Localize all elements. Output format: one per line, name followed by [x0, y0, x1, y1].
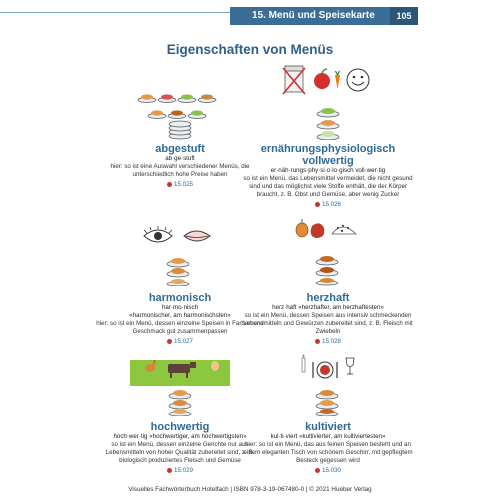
entry-kultiviert: [243, 421, 413, 475]
chapter-header: [0, 0, 500, 24]
refined-illustration: [292, 352, 362, 416]
reference: [95, 466, 265, 475]
onion-icon: [296, 219, 308, 237]
reference: [243, 200, 413, 209]
stacked-plates: [169, 390, 191, 416]
reference-number: 15.030: [322, 467, 341, 474]
comparative-forms: «harmonischer, am harmonischsten»: [129, 312, 231, 319]
syllables: herz·haft «herzhafter, am herzhaftesten»: [272, 304, 384, 311]
term: hochwertig: [150, 421, 210, 433]
definition: hier: so ist ein Menü, das aus feinen Speisen besteht und an einem eleganten Tisch von schönem Geschirr, mit gepflegtem Besteck gegessen wird: [243, 441, 413, 464]
reference: [95, 180, 265, 189]
reference-dot-icon: [167, 468, 172, 473]
balanced-plates: [317, 108, 339, 140]
syllables: ab·ge·stuft: [165, 155, 195, 162]
term: harmonisch: [148, 292, 212, 304]
reference-number: 15.029: [174, 467, 193, 474]
stacked-plates: [316, 390, 338, 416]
reference-dot-icon: [315, 202, 320, 207]
eye-icon: [144, 226, 172, 242]
egg-icon: [211, 361, 219, 371]
page-title: Eigenschaften von Menüs: [166, 42, 334, 57]
hearty-illustration: [292, 218, 362, 286]
entry-harmonisch: [95, 292, 265, 346]
meat-icon: [311, 223, 325, 238]
crossed-sugar-icon: [283, 66, 305, 94]
entry-vollwertig: [243, 143, 413, 209]
carrot-icon: [335, 71, 340, 89]
harmonious-illustration: [140, 224, 220, 286]
reference-dot-icon: [167, 182, 172, 187]
syllables: har·mo·nisch: [161, 304, 199, 311]
high-quality-illustration: [130, 352, 230, 416]
tiered-menus-illustration: [135, 86, 225, 140]
plates-row-2: [148, 110, 206, 118]
definition: hier: so ist ein Menü, dessen einzelne Speisen in Farben und Geschmack gut zusammenpassen: [96, 320, 264, 335]
syllables: kul·ti·viert «kultivierter, am kultiviertesten»: [270, 433, 386, 440]
stacked-plates: [316, 256, 338, 285]
term: kultiviert: [305, 421, 351, 433]
plates-row-3: [169, 121, 191, 139]
candle-icon: [302, 354, 305, 372]
reference: [95, 337, 265, 346]
reference-dot-icon: [167, 339, 172, 344]
term: herzhaft: [306, 292, 350, 304]
page-number: 105: [390, 7, 418, 25]
entry-hochwertig: [95, 421, 265, 475]
reference: [243, 466, 413, 475]
definition: hier: so ist eine Auswahl verschiedener Menüs, die unterschiedlich hohe Preise haben: [110, 163, 250, 178]
reference-dot-icon: [315, 339, 320, 344]
spices-icon: [332, 225, 356, 234]
reference-number: 15.027: [174, 338, 193, 345]
place-setting-icon: [313, 362, 337, 378]
syllables: er·näh·rungs·phy·si·o·lo·gisch voll·wer·tig: [270, 167, 386, 174]
page-footer: Visuelles Fachwörterbuch Hotelfach | ISBN 978-3-19-067480-0 | © 2021 Hueber Verlag: [128, 486, 372, 493]
entry-abgestuft: [95, 143, 265, 189]
plates-row-1: [138, 94, 216, 102]
chapter-title: 15. Menü und Speisekarte: [230, 7, 390, 25]
wholesome-illustration: [282, 64, 374, 140]
term: abgestuft: [155, 143, 205, 155]
wine-glass-icon: [346, 358, 354, 374]
entry-herzhaft: [243, 292, 413, 346]
syllables: hoch·wer·tig «hochwertiger, am hochwertigsten»: [113, 433, 247, 440]
definition: so ist ein Menü, dessen Speisen aus intensiv schmeckenden Lebensmitteln und Gewürzen zubereitet sind, z. B. Fleisch mit Zwiebeln: [243, 312, 413, 335]
mouth-icon: [184, 231, 210, 241]
reference-number: 15.025: [174, 181, 193, 188]
reference-number: 15.026: [322, 201, 341, 208]
stacked-plates: [167, 258, 189, 286]
smiley-icon: [347, 69, 369, 91]
apple-icon: [314, 69, 330, 89]
reference-dot-icon: [315, 468, 320, 473]
header-stripe: [0, 12, 230, 13]
definition: so ist ein Menü, dessen einzelne Gerichte nur aus Lebensmitteln von hoher Qualität zubereitet sind, z. B. biologisch produziertes Fleisch und Gemüse: [105, 441, 255, 464]
reference-number: 15.028: [322, 338, 341, 345]
term-line-2: vollwertig: [302, 155, 354, 167]
reference: [243, 337, 413, 346]
term-line-1: ernährungsphysiologisch: [260, 143, 396, 155]
definition: so ist ein Menü, das Lebensmittel vermeidet, die nicht gesund sind und das möglichst viele Stoffe enthält, die der Körper braucht, z. B. Obst und Gemüse, aber wenig Zucker: [243, 175, 413, 198]
